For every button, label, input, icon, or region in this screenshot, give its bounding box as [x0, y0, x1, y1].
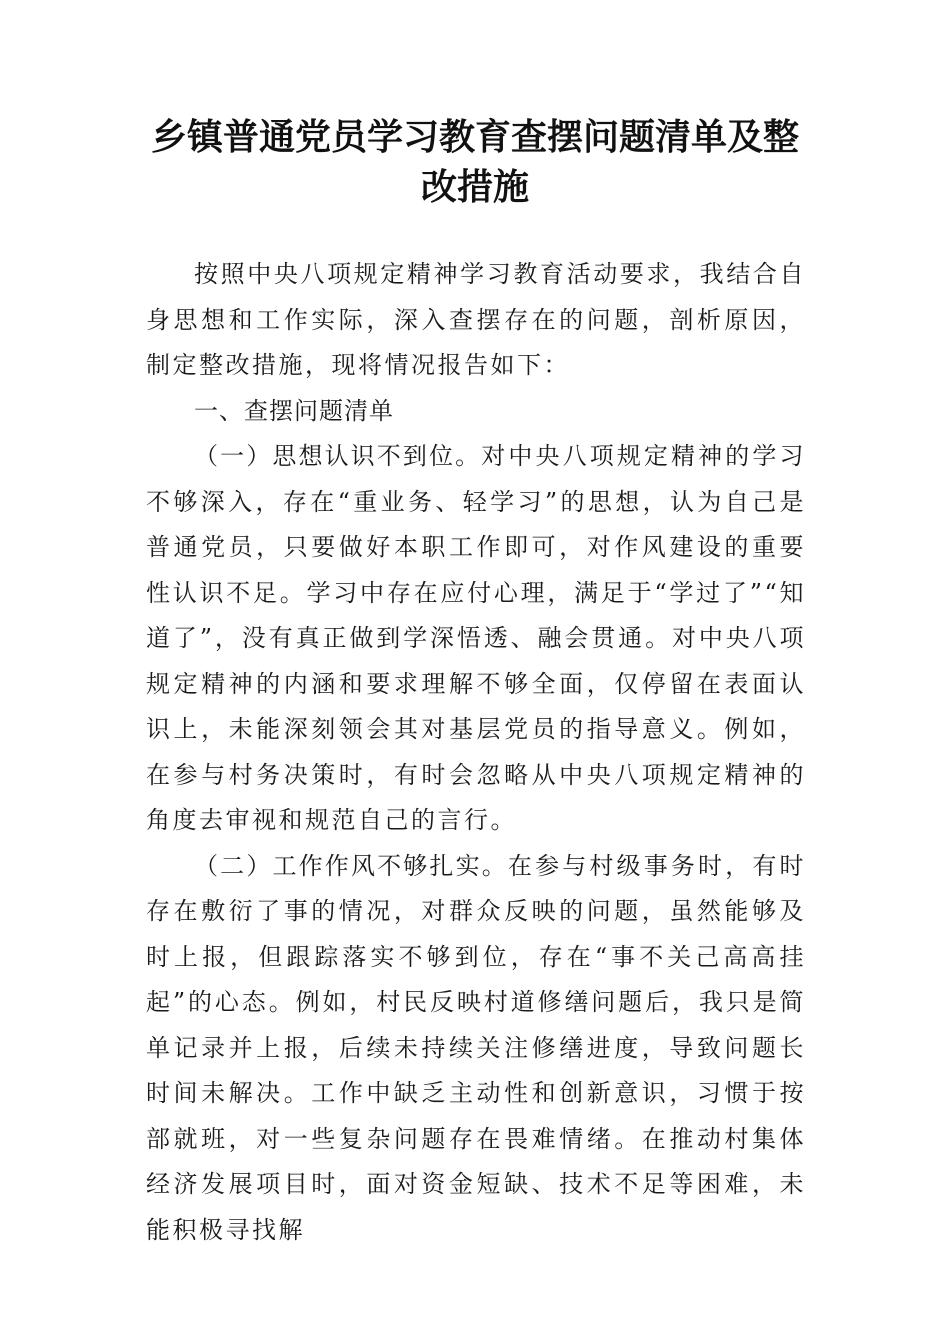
item-2-body: 在参与村级事务时，有时存在敷衍了事的情况，对群众反映的问题，虽然能够及时上报，但跟踪落实不够到位，存在“事不关己高高挂起”的心态。例如，村民反映村道修缮问题后，我只是简单记录并上报，后续未持续关注修缮进度，导致问题长时间未解决。工作中缺乏主动性和创新意识，习惯于按部就班，对一些复杂问题存在畏难情绪。在推动村集体经济发展项目时，面对资金短缺、技术不足等困难，未能积极寻找解 [146, 851, 807, 1244]
item-2-paragraph [146, 844, 806, 1254]
item-1-body: 对中央八项规定精神的学习不够深入，存在“重业务、轻学习”的思想，认为自己是普通党员，只要做好本职工作即可，对作风建设的重要性认识不足。学习中存在应付心理，满足于“学过了”“知道了”，没有真正做到学深悟透、融会贯通。对中央八项规定精神的内涵和要求理解不够全面，仅停留在表面认识上，未能深刻领会其对基层党员的指导意义。例如，在参与村务决策时，有时会忽略从中央八项规定精神的角度去审视和规范自己的言行。 [146, 442, 806, 834]
document-body [146, 252, 806, 1253]
section-heading: 一、查摆问题清单 [194, 396, 394, 425]
item-1-lead: （一）思想认识不到位。 [194, 442, 482, 470]
item-1-paragraph [146, 434, 806, 844]
item-2-lead: （二）工作作风不够扎实。 [194, 851, 508, 880]
intro-paragraph: 按照中央八项规定精神学习教育活动要求，我结合自身思想和工作实际，深入查摆存在的问题，剖析原因，制定整改措施，现将情况报告如下： [146, 260, 806, 379]
document-title: 乡镇普通党员学习教育查摆问题清单及整改措施 [150, 116, 799, 208]
